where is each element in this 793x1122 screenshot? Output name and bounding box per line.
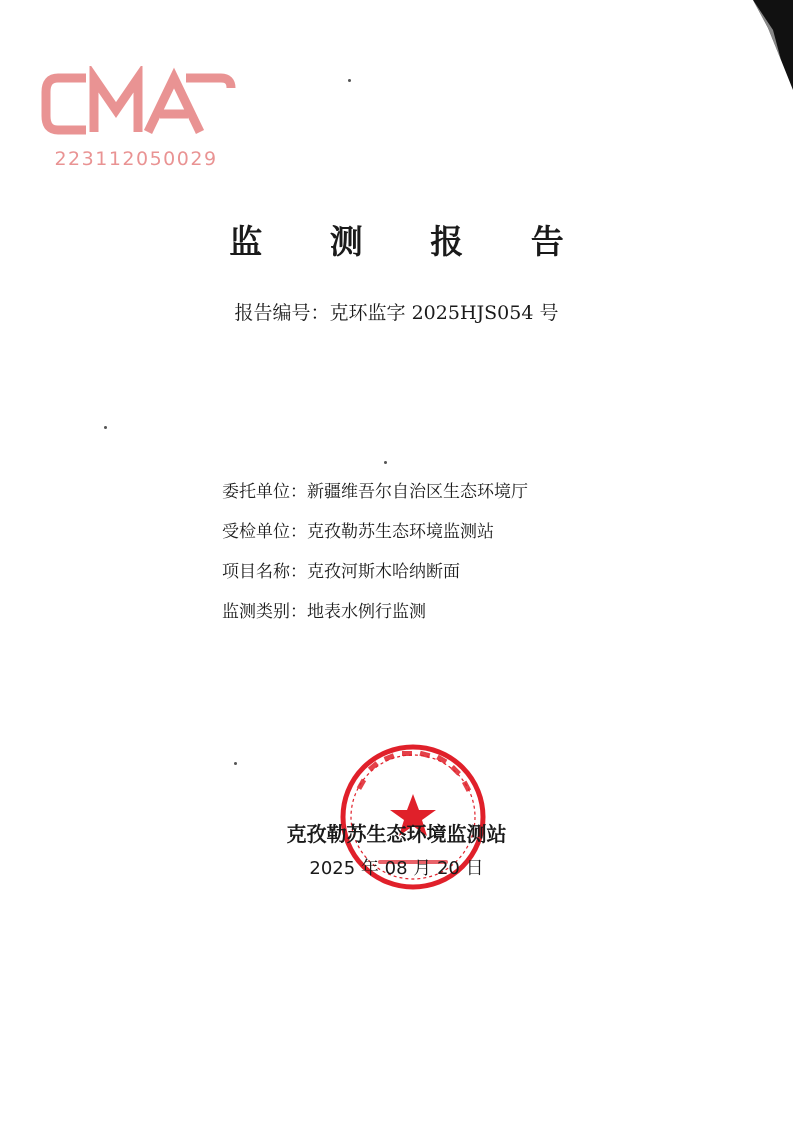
scan-speck — [384, 461, 387, 464]
info-value: 克孜勒苏生态环境监测站 — [307, 522, 494, 542]
info-value: 新疆维吾尔自治区生态环境厅 — [307, 482, 528, 502]
page-title: 监 测 报 告 — [229, 222, 592, 261]
info-label: 项目名称： — [222, 562, 307, 582]
info-row-project-name — [222, 552, 528, 592]
cma-seal — [36, 66, 236, 186]
info-row-inspected-unit — [222, 512, 528, 552]
info-label: 受检单位： — [222, 522, 307, 542]
scan-speck — [104, 426, 107, 429]
info-value: 克孜河斯木哈纳断面 — [307, 562, 460, 582]
page-corner-shadow — [733, 0, 793, 90]
info-row-monitoring-type — [222, 592, 528, 632]
info-label: 监测类别： — [222, 602, 307, 622]
report-info-list — [222, 472, 528, 632]
issue-date: 2025 年 08 月 20 日 — [309, 858, 484, 879]
info-row-client — [222, 472, 528, 512]
scan-speck — [348, 79, 351, 82]
scan-speck — [234, 762, 237, 765]
report-number: 报告编号：克环监字 2025HJS054 号 — [234, 302, 559, 324]
info-label: 委托单位： — [222, 482, 307, 502]
cma-logo-icon — [36, 66, 236, 146]
cma-number: 223112050029 — [54, 148, 218, 170]
issuer-name: 克孜勒苏生态环境监测站 — [286, 822, 507, 846]
info-value: 地表水例行监测 — [307, 602, 426, 622]
